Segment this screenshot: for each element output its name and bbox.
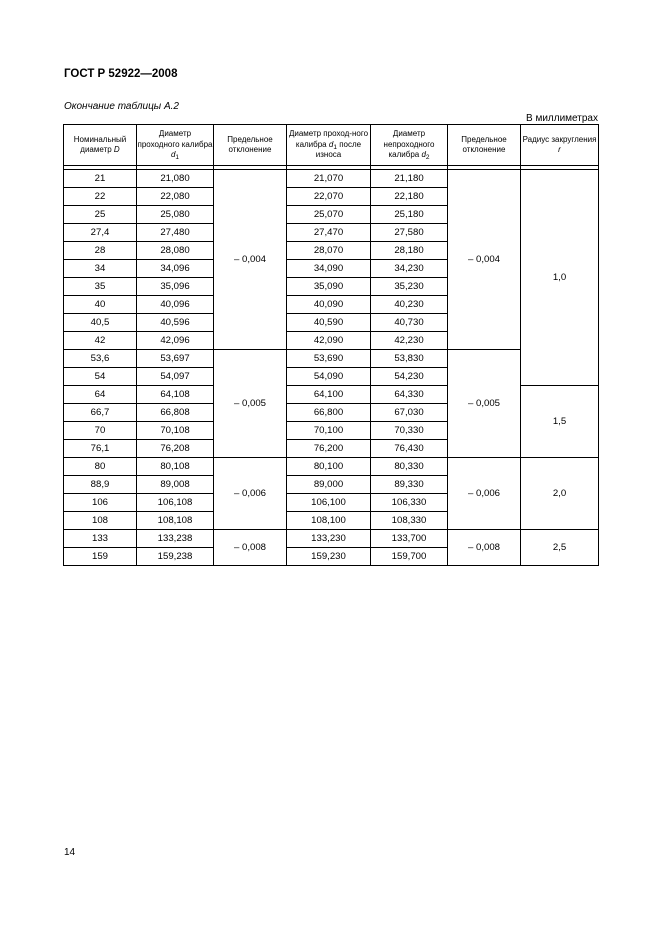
go-diameter-cell: 28,080 [137,242,214,260]
no-go-diameter-cell: 54,230 [371,368,448,386]
go-diameter-cell: 34,096 [137,260,214,278]
worn-go-diameter-cell: 133,230 [287,530,371,548]
no-go-diameter-cell: 133,700 [371,530,448,548]
worn-go-diameter-cell: 35,090 [287,278,371,296]
nominal-diameter-cell: 22 [64,188,137,206]
header-radius: Радиус закругления r [521,125,599,166]
worn-go-diameter-cell: 53,690 [287,350,371,368]
go-diameter-cell: 27,480 [137,224,214,242]
go-diameter-cell: 35,096 [137,278,214,296]
go-deviation-cell: – 0,008 [214,530,287,566]
table-row [64,350,599,368]
radius-cell: 2,0 [521,458,599,530]
no-go-diameter-cell: 35,230 [371,278,448,296]
worn-go-diameter-cell: 34,090 [287,260,371,278]
worn-go-diameter-cell: 28,070 [287,242,371,260]
nominal-diameter-cell: 53,6 [64,350,137,368]
units-label: В миллиметрах [526,113,598,124]
nominal-diameter-cell: 25 [64,206,137,224]
radius-cell: 1,0 [521,170,599,386]
worn-go-diameter-cell: 40,590 [287,314,371,332]
go-diameter-cell: 21,080 [137,170,214,188]
no-go-diameter-cell: 80,330 [371,458,448,476]
go-diameter-cell: 40,096 [137,296,214,314]
no-go-diameter-cell: 40,730 [371,314,448,332]
go-diameter-cell: 80,108 [137,458,214,476]
nominal-diameter-cell: 40,5 [64,314,137,332]
no-go-deviation-cell: – 0,005 [448,350,521,458]
table-row [64,170,599,188]
nominal-diameter-cell: 28 [64,242,137,260]
nominal-diameter-cell: 133 [64,530,137,548]
go-diameter-cell: 64,108 [137,386,214,404]
dimensions-table [63,124,599,566]
go-diameter-cell: 76,208 [137,440,214,458]
no-go-diameter-cell: 76,430 [371,440,448,458]
worn-go-diameter-cell: 108,100 [287,512,371,530]
worn-go-diameter-cell: 66,800 [287,404,371,422]
worn-go-diameter-cell: 80,100 [287,458,371,476]
go-diameter-cell: 54,097 [137,368,214,386]
worn-go-diameter-cell: 21,070 [287,170,371,188]
worn-go-diameter-cell: 76,200 [287,440,371,458]
go-diameter-cell: 108,108 [137,512,214,530]
no-go-diameter-cell: 67,030 [371,404,448,422]
header-no-go-diameter: Диаметр непроходного калибра $d_2$ [371,125,448,166]
no-go-diameter-cell: 42,230 [371,332,448,350]
header-nominal-diameter: Номинальный диаметр D [64,125,137,166]
document-code: ГОСТ Р 52922—2008 [64,68,178,80]
nominal-diameter-cell: 54 [64,368,137,386]
go-deviation-cell: – 0,004 [214,170,287,350]
worn-go-diameter-cell: 54,090 [287,368,371,386]
no-go-diameter-cell: 25,180 [371,206,448,224]
table-header-row [64,125,599,166]
no-go-diameter-cell: 89,330 [371,476,448,494]
go-diameter-cell: 66,808 [137,404,214,422]
nominal-diameter-cell: 21 [64,170,137,188]
worn-go-diameter-cell: 25,070 [287,206,371,224]
go-diameter-cell: 159,238 [137,548,214,566]
no-go-diameter-cell: 27,580 [371,224,448,242]
no-go-diameter-cell: 70,330 [371,422,448,440]
nominal-diameter-cell: 159 [64,548,137,566]
go-diameter-cell: 40,596 [137,314,214,332]
nominal-diameter-cell: 66,7 [64,404,137,422]
nominal-diameter-cell: 76,1 [64,440,137,458]
header-no-go-deviation: Предельное отклонение [448,125,521,166]
go-diameter-cell: 25,080 [137,206,214,224]
no-go-deviation-cell: – 0,008 [448,530,521,566]
no-go-diameter-cell: 34,230 [371,260,448,278]
nominal-diameter-cell: 88,9 [64,476,137,494]
worn-go-diameter-cell: 22,070 [287,188,371,206]
table-body [64,170,599,566]
worn-go-diameter-cell: 64,100 [287,386,371,404]
go-deviation-cell: – 0,006 [214,458,287,530]
go-diameter-cell: 42,096 [137,332,214,350]
header-go-gauge-diameter: Диаметр проходного калибра $d_1$ [137,125,214,166]
go-diameter-cell: 106,108 [137,494,214,512]
table-caption: Окончание таблицы А.2 [64,101,179,112]
header-go-deviation: Предельное отклонение [214,125,287,166]
nominal-diameter-cell: 35 [64,278,137,296]
nominal-diameter-cell: 108 [64,512,137,530]
go-deviation-cell: – 0,005 [214,350,287,458]
no-go-diameter-cell: 108,330 [371,512,448,530]
go-diameter-cell: 22,080 [137,188,214,206]
go-diameter-cell: 53,697 [137,350,214,368]
nominal-diameter-cell: 80 [64,458,137,476]
radius-cell: 1,5 [521,386,599,458]
no-go-deviation-cell: – 0,006 [448,458,521,530]
no-go-deviation-cell: – 0,004 [448,170,521,350]
no-go-diameter-cell: 159,700 [371,548,448,566]
no-go-diameter-cell: 53,830 [371,350,448,368]
go-diameter-cell: 133,238 [137,530,214,548]
nominal-diameter-cell: 27,4 [64,224,137,242]
table-row [64,530,599,548]
worn-go-diameter-cell: 27,470 [287,224,371,242]
table-row [64,458,599,476]
no-go-diameter-cell: 64,330 [371,386,448,404]
go-diameter-cell: 70,108 [137,422,214,440]
page-number: 14 [64,847,76,858]
no-go-diameter-cell: 40,230 [371,296,448,314]
worn-go-diameter-cell: 106,100 [287,494,371,512]
worn-go-diameter-cell: 89,000 [287,476,371,494]
radius-cell: 2,5 [521,530,599,566]
no-go-diameter-cell: 22,180 [371,188,448,206]
nominal-diameter-cell: 40 [64,296,137,314]
nominal-diameter-cell: 64 [64,386,137,404]
worn-go-diameter-cell: 159,230 [287,548,371,566]
header-worn-go-diameter: Диаметр проход-ного калибра $d_1$ после износа [287,125,371,166]
nominal-diameter-cell: 70 [64,422,137,440]
go-diameter-cell: 89,008 [137,476,214,494]
nominal-diameter-cell: 42 [64,332,137,350]
no-go-diameter-cell: 28,180 [371,242,448,260]
worn-go-diameter-cell: 40,090 [287,296,371,314]
nominal-diameter-cell: 106 [64,494,137,512]
no-go-diameter-cell: 106,330 [371,494,448,512]
nominal-diameter-cell: 34 [64,260,137,278]
worn-go-diameter-cell: 42,090 [287,332,371,350]
worn-go-diameter-cell: 70,100 [287,422,371,440]
no-go-diameter-cell: 21,180 [371,170,448,188]
